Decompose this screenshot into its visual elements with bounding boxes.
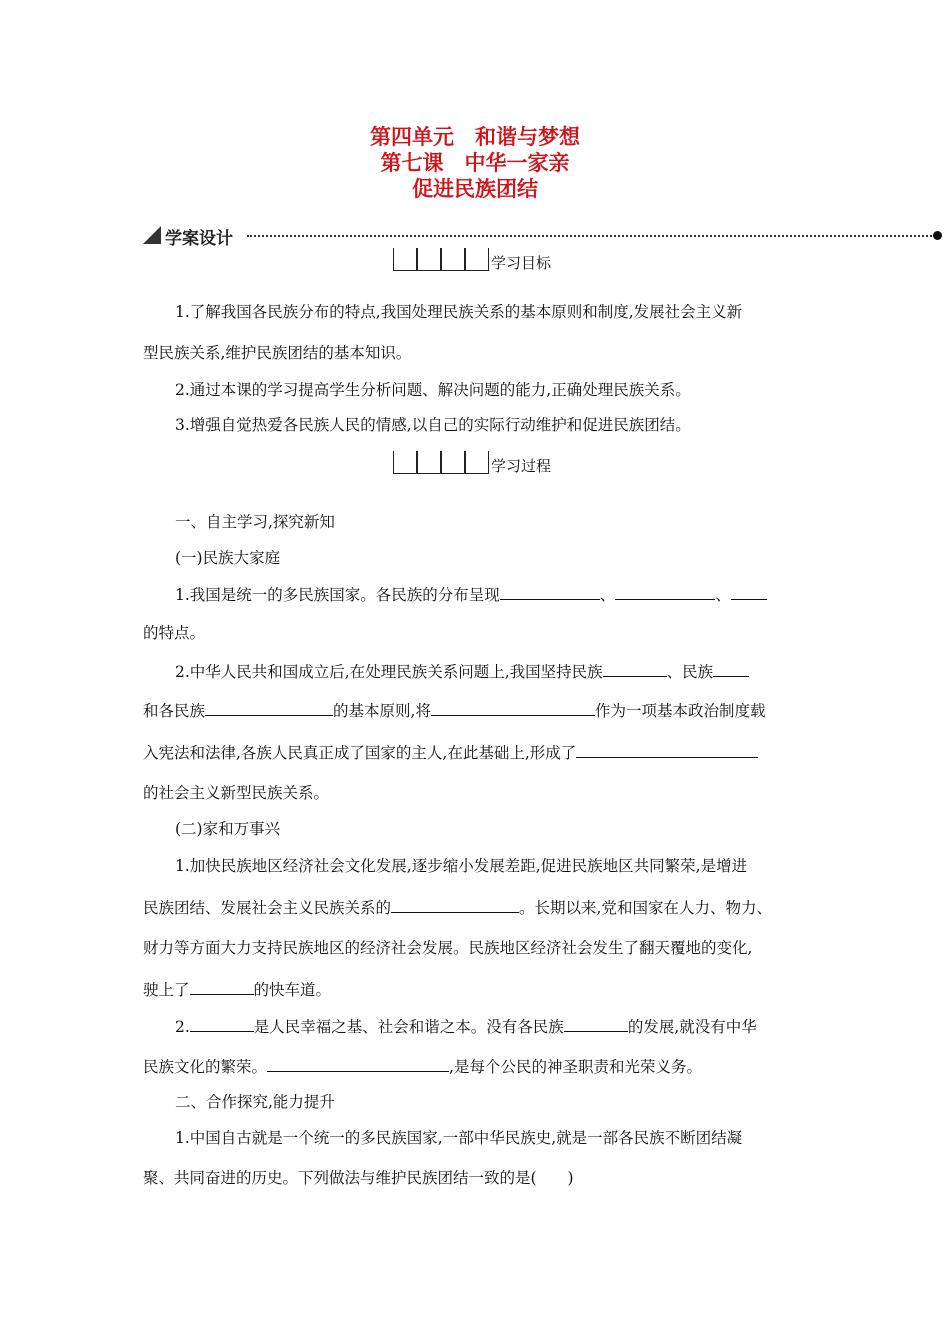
separator: 、	[715, 586, 731, 604]
answer-blank[interactable]	[431, 700, 595, 716]
answer-blank[interactable]	[713, 661, 749, 677]
triangle-icon	[143, 226, 161, 244]
answer-blank[interactable]	[576, 742, 758, 758]
goal-1-line-1: 1.了解我国各民族分布的特点,我国处理民族关系的基本原则和制度,发展社会主义新	[175, 303, 743, 321]
goal-1-line-2: 型民族关系,维护民族团结的基本知识。	[143, 344, 412, 362]
answer-blank[interactable]	[603, 661, 667, 677]
topic-title: 促进民族团结	[412, 177, 538, 201]
answer-blank[interactable]	[731, 584, 767, 600]
q3-line-4	[143, 979, 331, 1000]
answer-blank[interactable]	[190, 979, 254, 995]
part1-heading: 一、自主学习,探究新知	[175, 513, 335, 531]
dotted-divider	[247, 235, 935, 237]
unit-title: 第四单元 和谐与梦想	[370, 125, 580, 149]
answer-blank[interactable]	[267, 1056, 449, 1072]
q3-line-1: 1.加快民族地区经济社会文化发展,逐步缩小发展差距,促进民族地区共同繁荣,是增进	[175, 857, 748, 875]
goal-3: 3.增强自觉热爱各民族人民的情感,以自己的实际行动维护和促进民族团结。	[175, 416, 691, 434]
q3-line-3: 财力等方面大力支持民族地区的经济社会发展。民族地区经济社会发生了翻天覆地的变化,	[143, 939, 753, 957]
lesson-title: 第七课 中华一家亲	[380, 151, 570, 175]
q2-text: 的基本原则,将	[333, 702, 431, 720]
q2-line-2	[143, 700, 765, 721]
q2-line-4: 的社会主义新型民族关系。	[143, 784, 330, 802]
q4-line-1	[175, 1016, 757, 1037]
q3-line-2	[143, 897, 772, 918]
q4-text: 2.	[175, 1018, 190, 1036]
q4-text: 的发展,就没有中华	[627, 1018, 757, 1036]
q3-text: 。长期以来,党和国家在人力、物力、	[519, 899, 772, 917]
q2-line-1	[175, 661, 749, 682]
q4-line-2	[143, 1056, 702, 1077]
answer-blank[interactable]	[615, 584, 715, 600]
answer-blank[interactable]	[564, 1016, 628, 1032]
section-banner	[143, 224, 948, 248]
answer-blank[interactable]	[391, 897, 519, 913]
q1-line-1	[175, 584, 767, 605]
q4-text: ,是每个公民的神圣职责和光荣义务。	[449, 1058, 702, 1076]
box-frame-icon	[393, 248, 489, 272]
box-frame-icon	[393, 451, 489, 475]
answer-blank[interactable]	[190, 1016, 254, 1032]
p2-q1-line-1: 1.中国自古就是一个统一的多民族国家,一部中华民族史,就是一部各民族不断团结凝	[175, 1129, 743, 1147]
dot-icon	[933, 231, 942, 240]
q3-text: 驶上了	[143, 981, 190, 999]
q2-text: 2.中华人民共和国成立后,在处理民族关系问题上,我国坚持民族	[175, 663, 603, 681]
q1-line-2: 的特点。	[143, 624, 206, 642]
q1-text: 1.我国是统一的多民族国家。各民族的分布呈现	[175, 586, 500, 604]
q3-text: 民族团结、发展社会主义民族关系的	[143, 899, 392, 917]
q3-text: 的快车道。	[253, 981, 332, 999]
q4-text: 是人民幸福之基、社会和谐之本。没有各民族	[253, 1018, 564, 1036]
q2-text: 和各民族	[143, 702, 206, 720]
separator: 、	[599, 586, 616, 604]
q2-line-3	[143, 742, 758, 763]
banner-label: 学案设计	[165, 229, 233, 249]
answer-blank[interactable]	[205, 700, 333, 716]
goals-heading: 学习目标	[491, 254, 552, 272]
q4-text: 民族文化的繁荣。	[143, 1058, 268, 1076]
p2-q1-line-2: 聚、共同奋进的历史。下列做法与维护民族团结一致的是( )	[143, 1169, 574, 1187]
process-heading: 学习过程	[491, 457, 552, 475]
part1-sub1: (一)民族大家庭	[175, 549, 281, 567]
goal-2: 2.通过本课的学习提高学生分析问题、解决问题的能力,正确处理民族关系。	[175, 381, 691, 399]
q2-text: 入宪法和法律,各族人民真正成了国家的主人,在此基础上,形成了	[143, 744, 577, 762]
q2-text: 、民族	[666, 663, 714, 681]
q2-text: 作为一项基本政治制度载	[594, 702, 766, 720]
part2-heading: 二、合作探究,能力提升	[175, 1093, 335, 1111]
answer-blank[interactable]	[500, 584, 600, 600]
part1-sub2: (二)家和万事兴	[175, 820, 281, 838]
